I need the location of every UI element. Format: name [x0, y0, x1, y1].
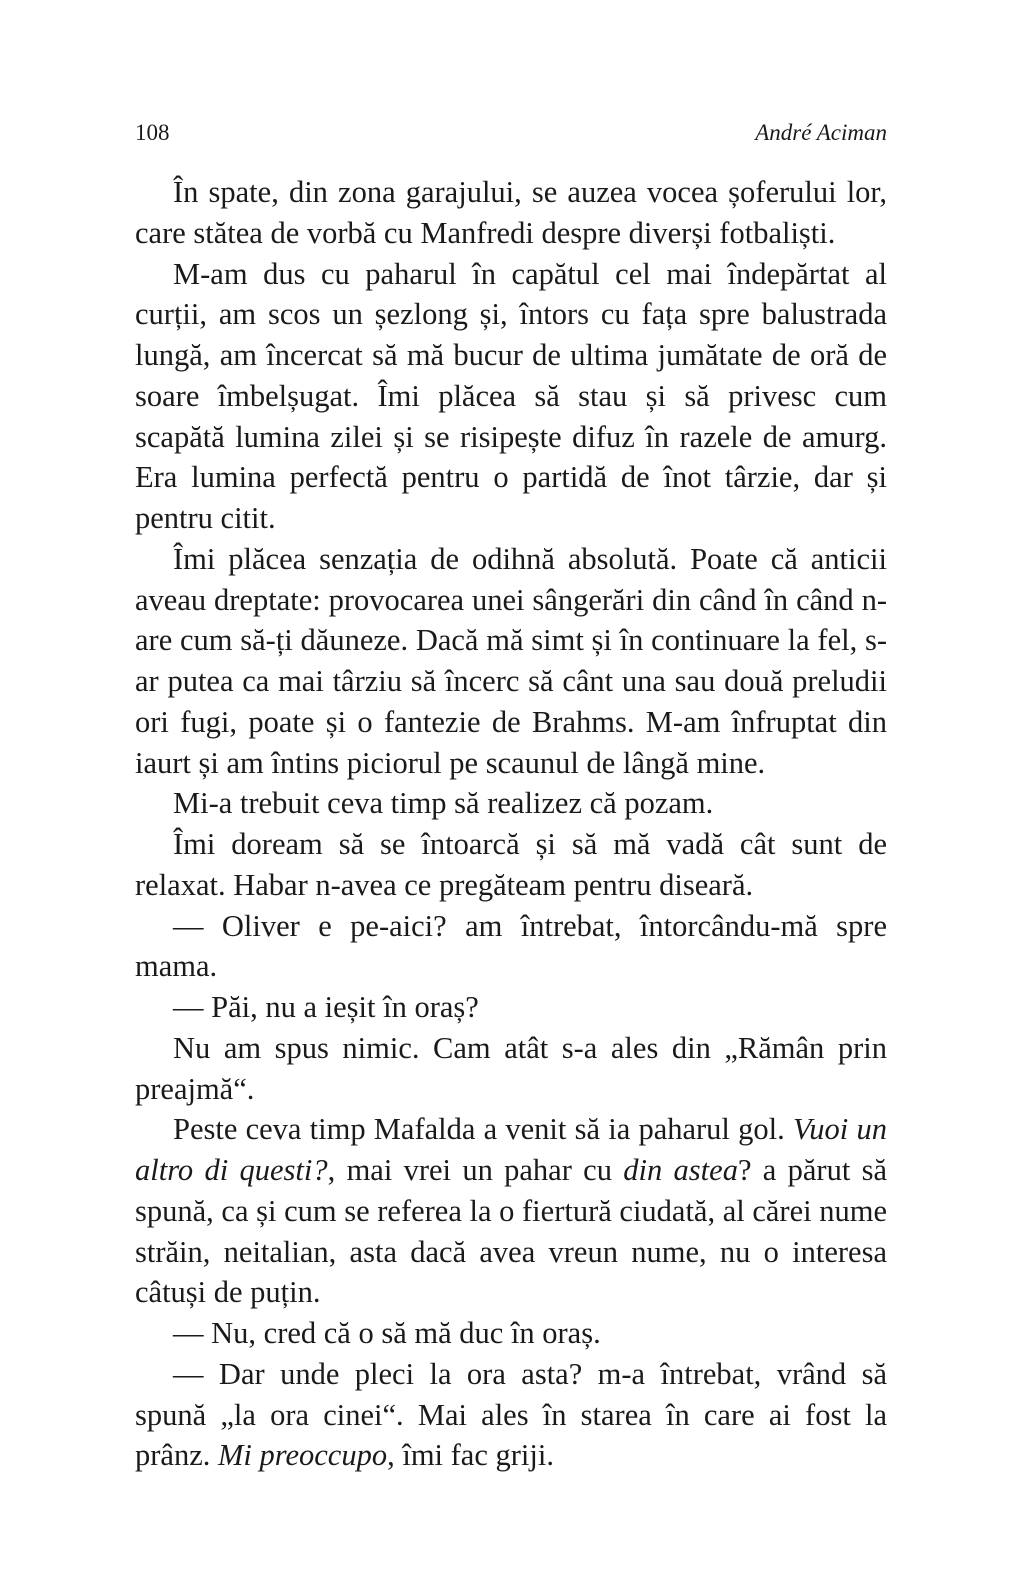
paragraph: Îmi doream să se întoarcă și să mă vadă cât sunt de relaxat. Habar n-avea ce pregăteam pentru diseară. [135, 827, 887, 902]
text-run: , îmi fac griji. [387, 1438, 554, 1473]
italic-phrase: Mi preoccupo [217, 1438, 388, 1473]
paragraph: În spate, din zona garajului, se auzea vocea șoferului lor, care stătea de vorbă cu Manfredi despre diverși fotbaliști. [135, 175, 887, 250]
body-text [135, 172, 887, 1476]
text-run: ? a părut să spună, ca și cum se referea la o fiertură ciudată, al cărei nume străin, neitalian, asta dacă avea vreun nume, nu o interesa câtuși de puțin. [135, 1153, 888, 1310]
dialogue-line: — Păi, nu a ieșit în oraș? [173, 990, 479, 1024]
dialogue-line: — Nu, cred că o să mă duc în oraș. [173, 1316, 601, 1350]
paragraph: Mi-a trebuit ceva timp să realizez că pozam. [173, 786, 714, 821]
page-number: 108 [135, 120, 170, 145]
page-header [135, 120, 887, 154]
dialogue-line: — Oliver e pe-aici? am întrebat, întorcându-mă spre mama. [135, 908, 887, 984]
running-head-author: André Aciman [755, 120, 887, 145]
paragraph [135, 1109, 887, 1313]
paragraph: Îmi plăcea senzația de odihnă absolută. Poate că anticii aveau dreptate: provocarea unei sângerări din când în când n-are cum să-ți dăuneze. Dacă mă simt și în continuare la fel, s-ar putea ca mai târziu să încerc să cânt una sau două preludii ori fugi, poate și o fantezie de Brahms. M-am înfruptat din iaurt și am întins piciorul pe scaunul de lângă mine. [135, 541, 887, 780]
paragraph: M-am dus cu paharul în capătul cel mai îndepărtat al curții, am scos un șezlong și, întors cu fața spre balustrada lungă, am încercat să mă bucur de ultima jumătate de oră de soare îmbelșugat. Îmi plăcea să stau și să privesc cum scapătă lumina zilei și se risipește difuz în razele de amurg. Era lumina perfectă pentru o partidă de înot târzie, dar și pentru citit. [135, 256, 887, 535]
italic-phrase: din astea [623, 1153, 738, 1187]
text-run: Peste ceva timp Mafalda a venit să ia paharul gol. [173, 1112, 793, 1147]
text-run: , mai vrei un pahar cu [327, 1153, 624, 1187]
italic-phrase: Vuoi un altro di questi? [135, 1112, 887, 1187]
text-run: — Dar unde pleci la ora asta? m-a întrebat, vrând să spună „la ora cinei“. Mai ales în starea în care ai fost la prânz. [135, 1356, 887, 1473]
paragraph: Nu am spus nimic. Cam atât s-a ales din „Rămân prin preajmă“. [135, 1030, 887, 1106]
dialogue-line [135, 1354, 887, 1476]
